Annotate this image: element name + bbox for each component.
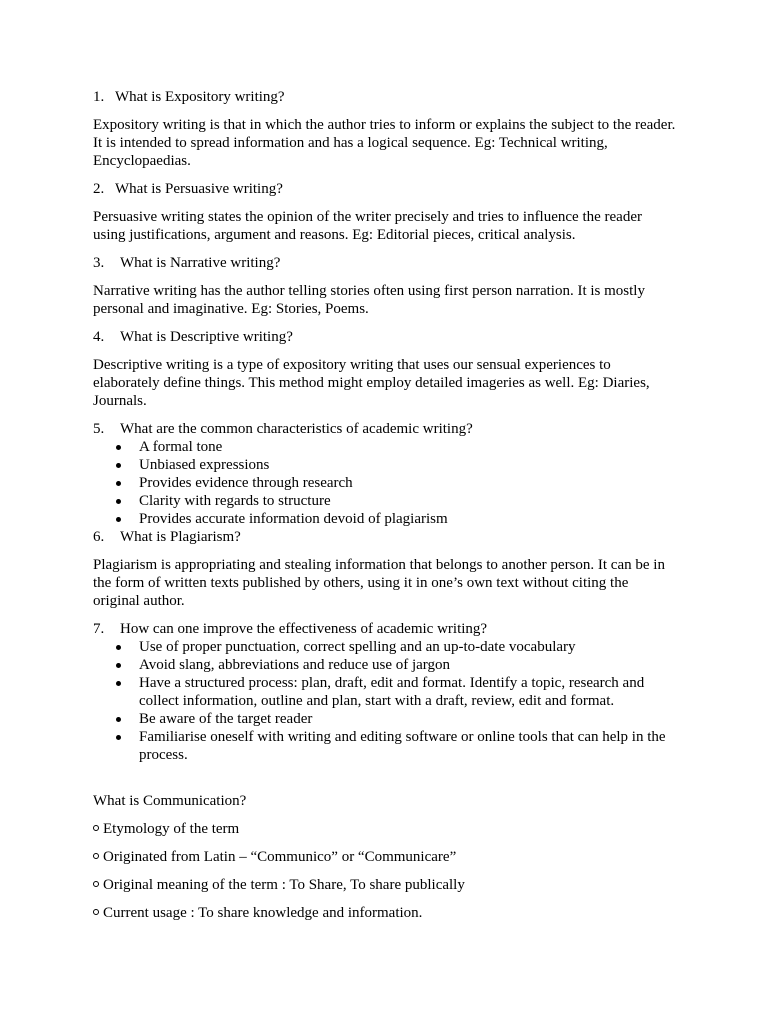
- question-heading: [93, 328, 678, 346]
- ring-bullet-icon: [93, 881, 99, 887]
- question-number: 1.: [93, 89, 105, 105]
- question-number: 6.: [93, 529, 105, 545]
- list-item-text: Clarity with regards to structure: [139, 493, 331, 509]
- question-text: What is Persuasive writing?: [115, 181, 283, 197]
- list-item: [139, 474, 678, 492]
- bullet-list: [93, 638, 678, 764]
- answer-paragraph: Narrative writing has the author telling stories often using first person narration. It is mostly personal and imaginative. Eg: Stories, Poems.: [93, 283, 645, 317]
- list-item-text: A formal tone: [139, 439, 223, 455]
- ring-bullet-text: Originated from Latin – “Communico” or “Communicare”: [103, 849, 457, 865]
- answer-paragraph: Persuasive writing states the opinion of the writer precisely and tries to influence the reader using justifications, argument and reasons. Eg: Editorial pieces, critical analysis.: [93, 209, 642, 243]
- list-item-text: Avoid slang, abbreviations and reduce use of jargon: [139, 657, 451, 673]
- bullet-icon: [116, 445, 121, 450]
- question-heading: [93, 528, 678, 546]
- spacer: [93, 764, 678, 792]
- list-item-text: Provides accurate information devoid of plagiarism: [139, 511, 448, 527]
- ring-bullet-text: Etymology of the term: [103, 821, 240, 837]
- list-item: [139, 674, 678, 710]
- answer-paragraph: Plagiarism is appropriating and stealing information that belongs to another person. It can be in the form of written texts published by others, using it in one’s own text without citing the original author.: [93, 557, 665, 609]
- question-number: 4.: [93, 329, 105, 345]
- list-item: [139, 438, 678, 456]
- list-item-text: Familiarise oneself with writing and editing software or online tools that can help in the process.: [139, 729, 666, 763]
- list-item-text: Use of proper punctuation, correct spelling and an up-to-date vocabulary: [139, 639, 576, 655]
- ring-bullet-icon: [93, 825, 99, 831]
- question-text: What is Plagiarism?: [120, 529, 241, 545]
- bullet-icon: [116, 499, 121, 504]
- bullet-icon: [116, 645, 121, 650]
- answer-paragraph: Expository writing is that in which the author tries to inform or explains the subject to the reader. It is intended to spread information and has a logical sequence. Eg: Technical writing, Encyclopaedias.: [93, 117, 676, 169]
- question-heading: [93, 420, 678, 438]
- bullet-icon: [116, 681, 121, 686]
- ring-bullet-item: [93, 876, 678, 894]
- ring-bullet-item: [93, 904, 678, 922]
- ring-bullet-item: [93, 820, 678, 838]
- question-text: What is Narrative writing?: [120, 255, 281, 271]
- list-item: [139, 728, 678, 764]
- list-item: [139, 710, 678, 728]
- question-text: What is Descriptive writing?: [120, 329, 293, 345]
- question-number: 7.: [93, 621, 105, 637]
- bullet-icon: [116, 481, 121, 486]
- list-item: [139, 638, 678, 656]
- list-item-text: Provides evidence through research: [139, 475, 353, 491]
- list-item: [139, 456, 678, 474]
- section-title: What is Communication?: [93, 793, 247, 809]
- question-text: What are the common characteristics of academic writing?: [120, 421, 473, 437]
- bullet-icon: [116, 463, 121, 468]
- ring-bullet-text: Original meaning of the term : To Share, To share publically: [103, 877, 465, 893]
- bullet-icon: [116, 663, 121, 668]
- list-item-text: Be aware of the target reader: [139, 711, 313, 727]
- question-heading: [93, 620, 678, 638]
- list-item: [139, 492, 678, 510]
- bullet-icon: [116, 517, 121, 522]
- question-number: 5.: [93, 421, 105, 437]
- bullet-list: [93, 438, 678, 528]
- question-heading: [93, 180, 678, 198]
- ring-bullet-item: [93, 848, 678, 866]
- document-page: [93, 88, 678, 932]
- question-heading: [93, 254, 678, 272]
- answer-paragraph: Descriptive writing is a type of expository writing that uses our sensual experiences to elaborately define things. This method might employ detailed imageries as well. Eg: Diaries, Journals.: [93, 357, 650, 409]
- bullet-icon: [116, 735, 121, 740]
- ring-bullet-text: Current usage : To share knowledge and information.: [103, 905, 423, 921]
- list-item-text: Have a structured process: plan, draft, edit and format. Identify a topic, research and collect information, outline and plan, start with a draft, review, edit and format.: [139, 675, 645, 709]
- list-item: [139, 656, 678, 674]
- question-heading: [93, 88, 678, 106]
- question-number: 2.: [93, 181, 105, 197]
- list-item-text: Unbiased expressions: [139, 457, 270, 473]
- list-item: [139, 510, 678, 528]
- ring-bullet-icon: [93, 853, 99, 859]
- ring-bullet-icon: [93, 909, 99, 915]
- question-text: What is Expository writing?: [115, 89, 285, 105]
- question-number: 3.: [93, 255, 105, 271]
- question-text: How can one improve the effectiveness of academic writing?: [120, 621, 488, 637]
- bullet-icon: [116, 717, 121, 722]
